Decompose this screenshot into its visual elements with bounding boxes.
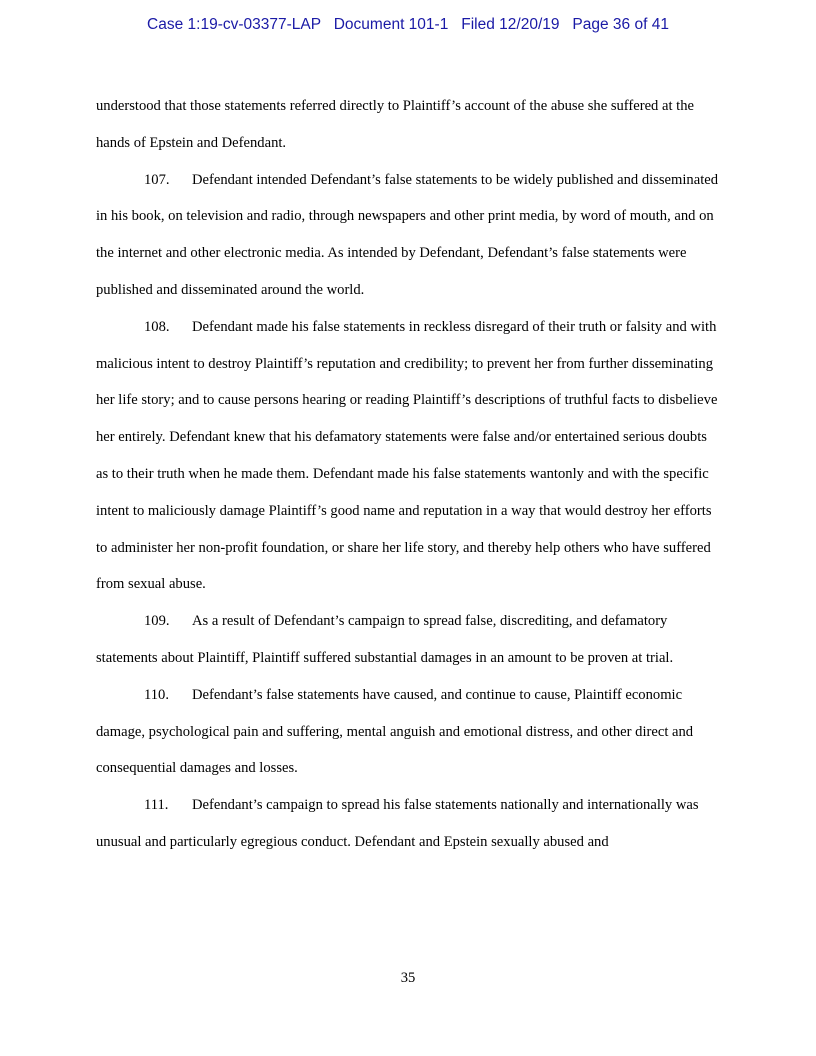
- paragraph-111: [96, 787, 722, 861]
- paragraph-108: [96, 309, 722, 603]
- paragraph-continuation: [96, 88, 722, 162]
- paragraph-number: 110.: [144, 686, 169, 703]
- paragraph-number: 111.: [144, 797, 169, 814]
- paragraph-text: Defendant intended Defendant’s false statements to be widely published and disseminated in his book, on television and radio, through newspapers and other print media, by word of mouth, and on the internet and other electronic media. As intended by Defendant, Defendant’s false statements were published and disseminated around the world.: [96, 171, 719, 298]
- paragraph-text: Defendant’s false statements have caused, and continue to cause, Plaintiff economic damage, psychological pain and suffering, mental anguish and emotional distress, and other direct and consequential damages and losses.: [96, 686, 694, 777]
- paragraph-number: 108.: [144, 318, 170, 335]
- paragraph-text: understood that those statements referred directly to Plaintiff’s account of the abuse she suffered at the hands of Epstein and Defendant.: [96, 98, 695, 151]
- page-number: 35: [400, 970, 416, 986]
- paragraph-text: Defendant made his false statements in reckless disregard of their truth or falsity and with malicious intent to destroy Plaintiff’s reputation and credibility; to prevent her from further disseminating her life story; and to cause persons hearing or reading Plaintiff’s descriptions of truthful facts to disbelieve her entirely. Defendant knew that his defamatory statements were false and/or entertained serious doubts as to their truth when he made them. Defendant made his false statements wantonly and with the specific intent to maliciously damage Plaintiff’s good name and reputation in a way that would destroy her efforts to administer her non-profit foundation, or share her life story, and thereby help others who have suffered from sexual abuse.: [96, 318, 718, 593]
- page-footer: [0, 970, 816, 987]
- paragraph-107: [96, 162, 722, 309]
- document-number: Document 101-1: [333, 16, 449, 33]
- paragraph-number: 107.: [144, 171, 170, 188]
- paragraph-number: 109.: [144, 613, 170, 630]
- paragraph-text: Defendant’s campaign to spread his false statements nationally and internationally was unusual and particularly egregious conduct. Defendant and Epstein sexually abused and: [96, 797, 699, 850]
- paragraph-text: As a result of Defendant’s campaign to spread false, discrediting, and defamatory statements about Plaintiff, Plaintiff suffered substantial damages in an amount to be proven at trial.: [96, 613, 674, 666]
- case-header: [0, 16, 816, 34]
- paragraph-109: [96, 603, 722, 677]
- case-number: Case 1:19-cv-03377-LAP: [147, 16, 321, 33]
- paragraph-110: [96, 677, 722, 787]
- filed-date: Filed 12/20/19: [461, 16, 560, 33]
- page-indicator: Page 36 of 41: [572, 16, 669, 33]
- document-body: [96, 88, 722, 861]
